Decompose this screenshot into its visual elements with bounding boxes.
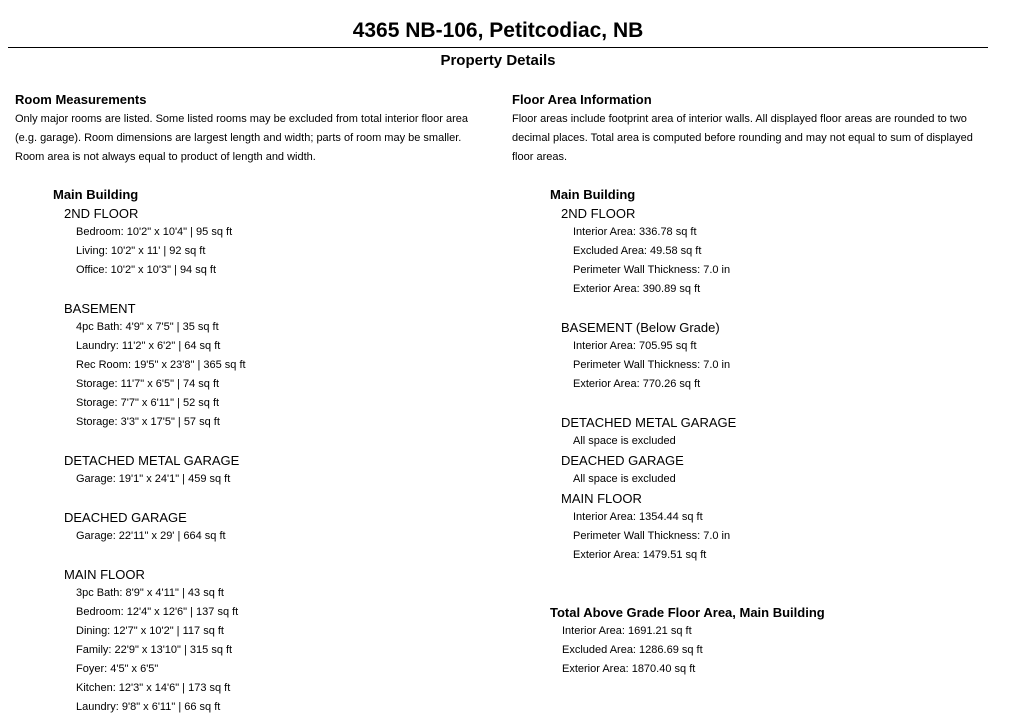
room-item: Foyer: 4'5" x 6'5" bbox=[76, 663, 159, 675]
area-item: All space is excluded bbox=[573, 473, 676, 485]
area-item: Perimeter Wall Thickness: 7.0 in bbox=[573, 264, 731, 276]
floor-name: BASEMENT bbox=[64, 301, 136, 316]
room-list bbox=[15, 185, 493, 717]
floor-area-list bbox=[512, 185, 994, 679]
area-item: Exterior Area: 1479.51 sq ft bbox=[573, 549, 707, 561]
room-item: Laundry: 9'8" x 6'11" | 66 sq ft bbox=[76, 701, 221, 713]
floor-name: BASEMENT (Below Grade) bbox=[561, 320, 720, 335]
area-item: Interior Area: 336.78 sq ft bbox=[573, 226, 697, 238]
title-divider bbox=[8, 47, 988, 48]
area-item: Exterior Area: 770.26 sq ft bbox=[573, 378, 701, 390]
room-item: Living: 10'2" x 11' | 92 sq ft bbox=[76, 245, 206, 257]
floor-name: 2ND FLOOR bbox=[561, 206, 636, 221]
page-title: 4365 NB-106, Petitcodiac, NB bbox=[352, 19, 644, 42]
room-item: Kitchen: 12'3" x 14'6" | 173 sq ft bbox=[76, 682, 231, 694]
room-item: Storage: 3'3" x 17'5" | 57 sq ft bbox=[76, 416, 220, 428]
total-area-item: Exterior Area: 1870.40 sq ft bbox=[562, 663, 696, 675]
total-area-item: Interior Area: 1691.21 sq ft bbox=[562, 625, 692, 637]
room-item: Bedroom: 12'4" x 12'6" | 137 sq ft bbox=[76, 606, 239, 618]
floor-name: DETACHED METAL GARAGE bbox=[561, 415, 737, 430]
room-item: Storage: 11'7" x 6'5" | 74 sq ft bbox=[76, 378, 220, 390]
room-item: 3pc Bath: 8'9" x 4'11" | 43 sq ft bbox=[76, 587, 224, 599]
section-intro: Floor areas include footprint area of interior walls. All displayed floor areas are rounded to two decimal places. Total area is computed before rounding and may not equal to sum of displayed floor areas. bbox=[512, 113, 973, 163]
room-item: Office: 10'2" x 10'3" | 94 sq ft bbox=[76, 264, 217, 276]
section-heading: Floor Area Information bbox=[512, 92, 652, 107]
area-item: Exterior Area: 390.89 sq ft bbox=[573, 283, 701, 295]
area-item: Perimeter Wall Thickness: 7.0 in bbox=[573, 359, 731, 371]
room-item: 4pc Bath: 4'9" x 7'5" | 35 sq ft bbox=[76, 321, 219, 333]
room-item: Family: 22'9" x 13'10" | 315 sq ft bbox=[76, 644, 233, 656]
section-intro: Only major rooms are listed. Some listed rooms may be excluded from total interior floor area (e.g. garage). Room dimensions are largest length and width; parts of room may be smaller. Room area is not always equal to product of length and width. bbox=[15, 113, 469, 163]
total-area-title: Total Above Grade Floor Area, Main Building bbox=[550, 605, 825, 620]
page-subtitle: Property Details bbox=[440, 52, 556, 69]
floor-name: MAIN FLOOR bbox=[561, 491, 642, 506]
room-item: Laundry: 11'2" x 6'2" | 64 sq ft bbox=[76, 340, 221, 352]
room-measurements-section bbox=[15, 91, 493, 713]
room-item: Dining: 12'7" x 10'2" | 117 sq ft bbox=[76, 625, 224, 637]
section-heading: Room Measurements bbox=[15, 92, 147, 107]
floor-name: DEACHED GARAGE bbox=[64, 510, 187, 525]
area-item: Perimeter Wall Thickness: 7.0 in bbox=[573, 530, 731, 542]
floor-area-section bbox=[512, 91, 994, 675]
room-item: Garage: 22'11" x 29' | 664 sq ft bbox=[76, 530, 226, 542]
room-item: Rec Room: 19'5" x 23'8" | 365 sq ft bbox=[76, 359, 246, 371]
building-name: Main Building bbox=[550, 187, 636, 202]
area-item: All space is excluded bbox=[573, 435, 676, 447]
area-item: Interior Area: 705.95 sq ft bbox=[573, 340, 697, 352]
area-item: Interior Area: 1354.44 sq ft bbox=[573, 511, 703, 523]
room-item: Bedroom: 10'2" x 10'4" | 95 sq ft bbox=[76, 226, 233, 238]
area-item: Excluded Area: 49.58 sq ft bbox=[573, 245, 702, 257]
floor-name: MAIN FLOOR bbox=[64, 567, 145, 582]
floor-name: DEACHED GARAGE bbox=[561, 453, 684, 468]
room-item: Storage: 7'7" x 6'11" | 52 sq ft bbox=[76, 397, 220, 409]
total-area-item: Excluded Area: 1286.69 sq ft bbox=[562, 644, 703, 656]
floor-name: DETACHED METAL GARAGE bbox=[64, 453, 240, 468]
building-name: Main Building bbox=[53, 187, 139, 202]
floor-name: 2ND FLOOR bbox=[64, 206, 139, 221]
room-item: Garage: 19'1" x 24'1" | 459 sq ft bbox=[76, 473, 231, 485]
